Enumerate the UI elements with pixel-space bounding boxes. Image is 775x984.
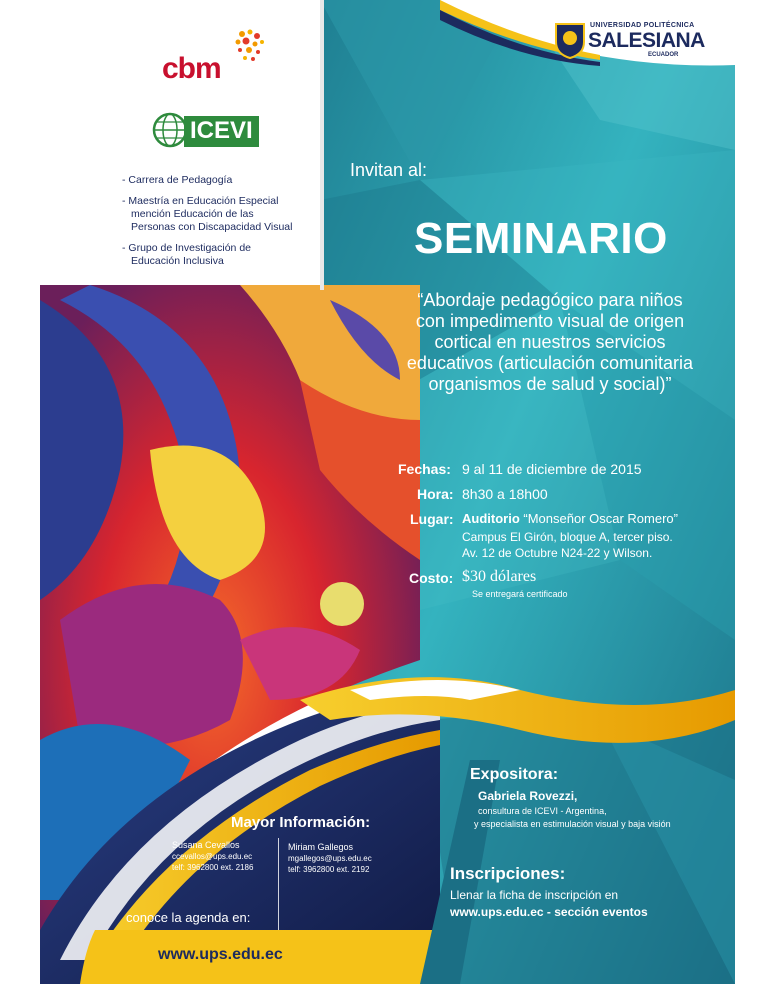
contact-phone: telf: 3962800 ext. 2186 xyxy=(172,863,254,872)
lugar-bold: Auditorio xyxy=(462,511,520,526)
icevi-logo xyxy=(152,112,272,152)
program-item: - Maestría en Educación Especial xyxy=(122,195,279,207)
costo-note: Se entregará certificado xyxy=(472,589,568,599)
speaker-line1: consultura de ICEVI - Argentina, xyxy=(478,806,607,816)
contact-card-1 xyxy=(172,840,253,873)
registration-link[interactable]: www.ups.edu.ec - sección eventos xyxy=(450,905,648,919)
program-item: mención Educación de las xyxy=(131,208,254,220)
contact-divider xyxy=(278,838,279,930)
invite-text: Invitan al: xyxy=(350,160,428,180)
speaker-line2: y especialista en estimulación visual y baja visión xyxy=(474,819,671,829)
icevi-logo-text: ICEVI xyxy=(190,117,253,144)
registration-line1: Llenar la ficha de inscripción en xyxy=(450,888,619,902)
cbm-logo-text: cbm xyxy=(162,52,221,85)
costo-value: $30 dólares xyxy=(462,568,537,585)
lugar-line3: Av. 12 de Octubre N24-22 y Wilson. xyxy=(462,546,653,560)
program-item: Personas con Discapacidad Visual xyxy=(131,221,293,233)
hora-value: 8h30 a 18h00 xyxy=(462,486,548,502)
subtitle-line: con impedimento visual de origen xyxy=(415,311,685,331)
ups-country-text: ECUADOR xyxy=(648,52,679,58)
costo-label: Costo: xyxy=(409,570,454,586)
seminar-title: SEMINARIO xyxy=(414,214,668,263)
programs-list xyxy=(122,174,322,268)
program-item: - Grupo de Investigación de xyxy=(122,242,251,254)
lugar-value xyxy=(462,511,678,526)
cbm-logo xyxy=(162,52,282,92)
ups-logo xyxy=(552,20,705,62)
lugar-line2: Campus El Girón, bloque A, tercer piso. xyxy=(462,530,673,544)
lugar-label: Lugar: xyxy=(410,511,454,527)
contact-card-2 xyxy=(288,842,372,875)
ups-top-text: UNIVERSIDAD POLITÉCNICA xyxy=(590,22,695,29)
cbm-dots-icon xyxy=(230,28,270,68)
hora-label: Hora: xyxy=(417,486,454,502)
program-item: Educación Inclusiva xyxy=(131,255,224,267)
fechas-value: 9 al 11 de diciembre de 2015 xyxy=(462,461,642,477)
subtitle-line: educativos (articulación comunitaria xyxy=(406,353,694,373)
globe-icon xyxy=(152,112,188,148)
contact-name: Miriam Gallegos xyxy=(288,842,354,852)
ups-name-text: SALESIANA xyxy=(588,29,705,52)
speaker-heading: Expositora: xyxy=(470,766,559,783)
subtitle-line: organismos de salud y social)” xyxy=(428,374,672,394)
seminar-subtitle xyxy=(372,290,728,395)
contact-name: Susana Cevallos xyxy=(172,840,240,850)
ups-shield-icon xyxy=(552,20,588,60)
info-heading: Mayor Información: xyxy=(231,814,371,831)
contact-email[interactable]: ccevallos@ups.edu.ec xyxy=(172,852,253,861)
agenda-url-link[interactable]: www.ups.edu.ec xyxy=(158,946,283,963)
fechas-label: Fechas: xyxy=(398,461,451,477)
agenda-label: conoce la agenda en: xyxy=(126,910,251,925)
program-item: - Carrera de Pedagogía xyxy=(122,174,233,186)
lugar-name: “Monseñor Oscar Romero” xyxy=(523,511,678,526)
registration-heading: Inscripciones: xyxy=(450,864,566,883)
speaker-name: Gabriela Rovezzi, xyxy=(478,789,578,803)
contact-email[interactable]: mgallegos@ups.edu.ec xyxy=(288,854,372,863)
subtitle-line: “Abordaje pedagógico para niños xyxy=(417,290,683,310)
subtitle-line: cortical en nuestros servicios xyxy=(434,332,666,352)
contact-phone: telf: 3962800 ext. 2192 xyxy=(288,865,370,874)
